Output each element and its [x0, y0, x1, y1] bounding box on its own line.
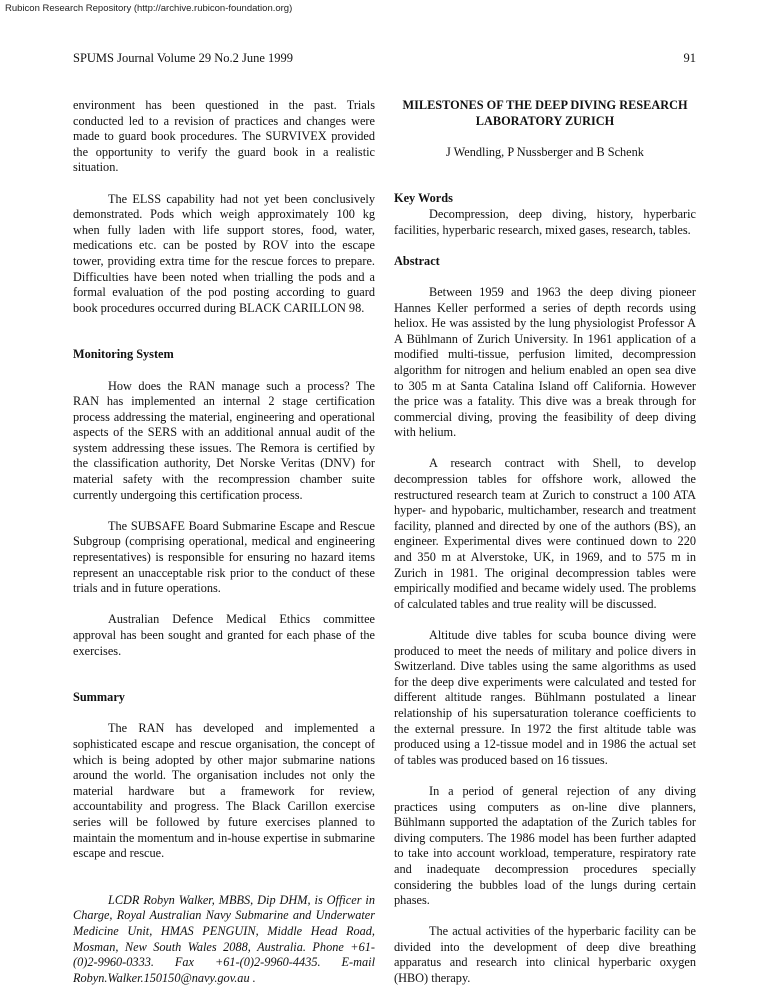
paragraph: A research contract with Shell, to develop decompression tables for offshore work, allowed the restructured research team at Zurich to construct a 100 ATA hyper- and hypobaric, multichamber, research and treatment facility, planned and directed by one of the authors (BS), an engineer. Experimental dives were continued down to 220 and 350 m at Alverstoke, UK, in 1969, and to 575 m in Zurich in 1981. The original decompression tables were empirically modified and became widely used. The problems of calculated tables and true reality will be discussed.: [394, 456, 696, 611]
paragraph: In a period of general rejection of any diving practices using computers as on-line dive planners, Bühlmann supported the adaptation of the Zurich tables for diving computers. The 1986 model has been further adapted to take into account workload, temperature, respiratory rate and inadequate decompression procedures specially considering the bubbles load of the lungs during certain phases.: [394, 783, 696, 908]
section-heading-summary: Summary: [73, 690, 125, 705]
paragraph: How does the RAN manage such a process? The RAN has implemented an internal 2 stage certification process addressing the material, engineering and operational aspects of the SERS with an additional annual audit of the system addressing these issues. The Remora is certified by the classification authority, Det Norske Veritas (DNV) for material safety with the recompression chamber suite currently undergoing this certification process.: [73, 378, 375, 502]
paragraph: The RAN has developed and implemented a sophisticated escape and rescue organisation, the concept of which is being adopted by other major submarine nations around the world. The organisation includes not only the material hardware but a framework for review, accountability and progress. The Black Carillon exercise series will be followed by future exercises planned to maintain the momentum and in-house expertise in submarine escape and rescue.: [73, 721, 375, 861]
journal-name: SPUMS Journal Volume 29 No.2 June 1999: [73, 51, 294, 65]
section-heading-abstract: Abstract: [394, 253, 440, 268]
running-head: [73, 51, 696, 66]
repository-banner: Rubicon Research Repository (http://archive.rubicon-foundation.org): [5, 3, 293, 14]
article-title: MILESTONES OF THE DEEP DIVING RESEARCH LABORATORY ZURICH: [402, 98, 688, 128]
author-affiliation: LCDR Robyn Walker, MBBS, Dip DHM, is Officer in Charge, Royal Australian Navy Submarine and Underwater Medicine Unit, HMAS PENGUIN, Middle Head Road, Mosman, New South Wales 2088, Australia. Phone +61-(0)2-9960-0333. Fax +61-(0)2-9960-4435. E-mail Robyn.Walker.150150@navy.gov.au .: [73, 892, 375, 985]
article-authors: J Wendling, P Nussberger and B Schenk: [446, 144, 644, 159]
paragraph: Between 1959 and 1963 the deep diving pioneer Hannes Keller performed a series of depth records using heliox. He was assisted by the lung physiologist Professor A A Bühlmann of Zurich University. In 1961 application of a modified multi-tissue, perfusion limited, decompression algorithm for nitrogen and helium enabled an open sea dive to 305 m at Santa Catalina Island off California. However the price was a fatality. This dive was a break through for commercial diving, proving the feasibility of deep diving with helium.: [394, 284, 696, 440]
section-heading-monitoring: Monitoring System: [73, 347, 174, 362]
paragraph: The actual activities of the hyperbaric facility can be divided into the development of deep dive breathing apparatus and research into clinical hyperbaric oxygen (HBO) therapy.: [394, 924, 696, 986]
right-column: [394, 98, 696, 987]
paragraph: Altitude dive tables for scuba bounce diving were produced to meet the needs of military and police divers in Switzerland. Dive tables using the same algorithms as used for the deep dive experiments were calculated and tested for different altitude ranges. Bühlmann postulated a linear relationship of his supersaturation tolerance coefficients to the external pressure. In 1972 the first altitude table was produced using a 12-tissue model and in 1986 the actual set of tables was produced based on 16 tissues.: [394, 628, 696, 767]
keywords-text: Decompression, deep diving, history, hyperbaric facilities, hyperbaric research, mixed gases, research, tables.: [394, 206, 696, 237]
paragraph: The SUBSAFE Board Submarine Escape and Rescue Subgroup (comprising operational, medical and engineering representatives) is responsible for ensuring no hazard items represent an unacceptable risk prior to the conduct of these trials and in future operations.: [73, 518, 375, 596]
paragraph: environment has been questioned in the past. Trials conducted led to a revision of practices and changes were made to guard book procedures. The SURVIVEX provided the opportunity to verify the guard book in a realistic situation.: [73, 98, 375, 175]
left-column: [73, 98, 375, 986]
section-heading-keywords: Key Words: [394, 191, 453, 206]
paragraph: Australian Defence Medical Ethics committee approval has been sought and granted for each phase of the exercises.: [73, 612, 375, 658]
paragraph: The ELSS capability had not yet been conclusively demonstrated. Pods which weigh approximately 100 kg when fully laden with life support stores, food, water, medications etc. can be posted by ROV into the escape tower, providing extra time for the rescue forces to prepare. Difficulties have been noted when trialling the pods and a formal evaluation of the pod posting according to guard book procedures occurred during BLACK CARILLON 98.: [73, 191, 375, 315]
page-number: 91: [683, 51, 696, 65]
